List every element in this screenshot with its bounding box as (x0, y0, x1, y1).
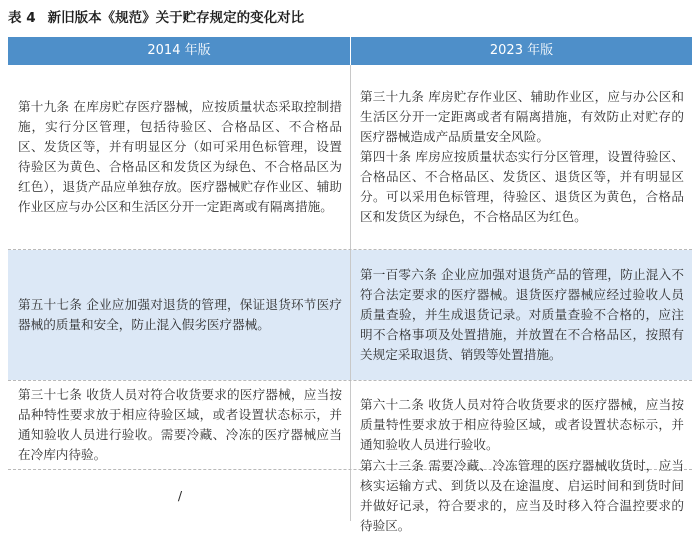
cell-text: 第三十九条 库房贮存作业区、辅助作业区，应与办公区和生活区分开一定距离或者有隔离措施，有效防止对贮存的医疗器械造成产品质量安全风险。 (360, 89, 684, 144)
table-caption (8, 7, 304, 29)
comparison-table (8, 37, 692, 533)
cell-2023 (350, 250, 692, 380)
cell-text: 第五十七条 企业应加强对退货的管理，保证退货环节医疗器械的质量和安全，防止混入假劣医疗器械。 (18, 297, 342, 332)
header-2014: 2014 年版 (147, 43, 211, 58)
cell-text: 第十九条 在库房贮存医疗器械，应按质量状态采取控制措施，实行分区管理，包括待验区、合格品区、不合格品区、发货区等，并有明显区分（如可采用色标管理，设置待验区为黄色、合格品区和发货区为绿色、不合格品区为红色），退货产品应单独存放。医疗器械贮存作业区、辅助作业区应与办公区和生活区分开一定距离或有隔离措施。 (18, 99, 342, 214)
cell-text: 第四十条 库房应按质量状态实行分区管理，设置待验区、合格品区、不合格品区、发货区、退货区等，并有明显区分。可以采用色标管理，待验区、退货区为黄色，合格品区和发货区为绿色，不合格品区为红色。 (360, 149, 684, 224)
table-header (8, 37, 692, 65)
cell-2023 (350, 65, 692, 249)
cell-text: 第六十三条 需要冷藏、冷冻管理的医疗器械收货时，应当核实运输方式、到货以及在途温度、启运时间和到货时间并做好记录，符合要求的，应当及时移入符合温控要求的待验区。 (360, 457, 684, 533)
cell-text: 第六十二条 收货人员对符合收货要求的医疗器械，应当按质量特性要求放于相应待验区域，或者设置状态标示，并通知验收人员进行验收。 (360, 397, 684, 452)
cell-2014 (8, 470, 350, 521)
cell-2014 (8, 381, 350, 469)
cell-2014 (8, 250, 350, 380)
table-number: 表 4 (8, 10, 36, 26)
header-2023: 2023 年版 (350, 37, 692, 65)
table-row (8, 457, 692, 533)
cell-text: 第三十七条 收货人员对符合收货要求的医疗器械，应当按品种特性要求放于相应待验区域，或者设置状态标示，并通知验收人员进行验收。需要冷藏、冷冻的医疗器械应当在冷库内待验。 (18, 387, 342, 462)
table-row (8, 250, 692, 380)
cell-2023 (350, 457, 692, 533)
table-title: 新旧版本《规范》关于贮存规定的变化对比 (47, 10, 305, 26)
cell-text: 第一百零六条 企业应加强对退货产品的管理，防止混入不符合法定要求的医疗器械。退货医疗器械应经过验收人员质量查验，并生成退货记录。对质量查验不合格的，应注明不合格事项及处置措施，并放置在不合格品区，按照有关规定采取退货、销毁等处置措施。 (360, 267, 684, 362)
cell-text: / (177, 487, 183, 503)
table-row (8, 65, 692, 249)
cell-2014 (8, 65, 350, 249)
